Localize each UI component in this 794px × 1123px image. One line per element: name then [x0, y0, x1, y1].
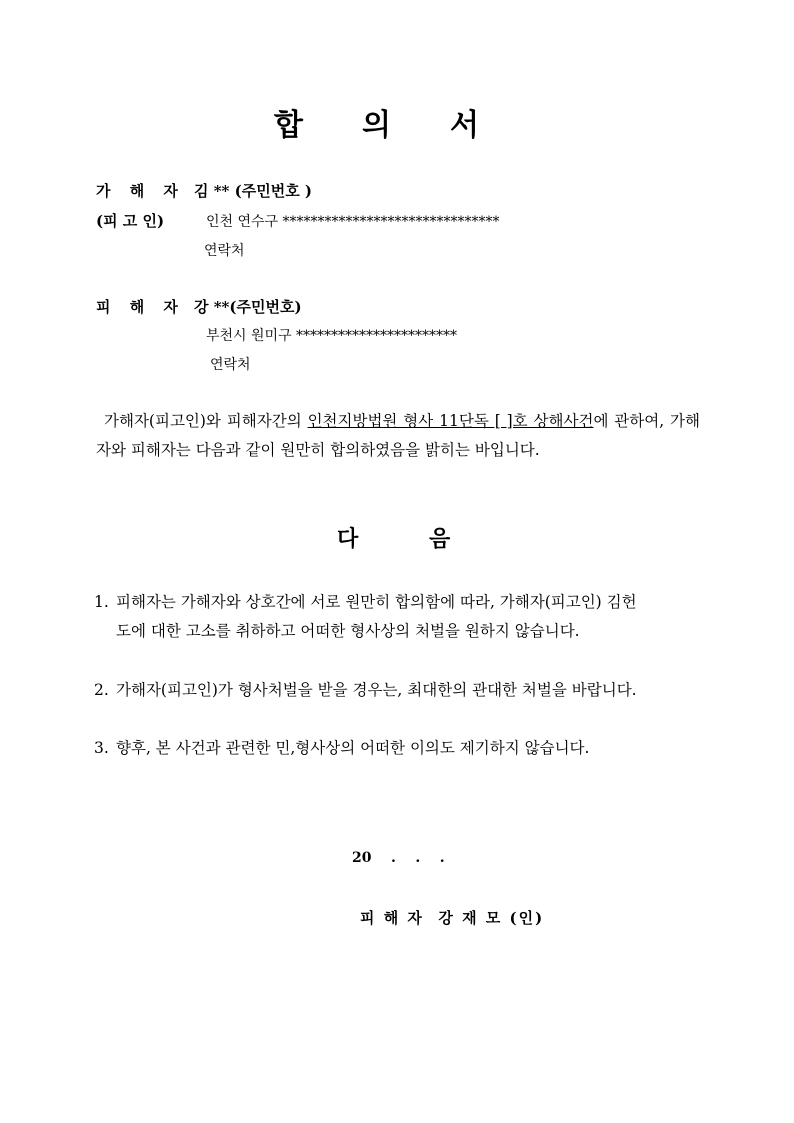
intro-rest: 에 관하여, 가해자와 피해자는 다음과 같이 원만히 합의하였음을 밝히는 바입니다.	[96, 412, 700, 459]
section-heading-char-1: 다	[337, 526, 359, 552]
list-item	[94, 588, 704, 646]
intro-lead: 가해자(피고인)와 피해자간의	[104, 412, 308, 430]
title-char-3: 서	[450, 108, 479, 143]
item-text-continued: 도에 대한 고소를 취하하고 어떠한 형사상의 처벌을 원하지 않습니다.	[116, 622, 580, 640]
item-number: 2.	[94, 681, 109, 699]
document-title	[274, 100, 538, 144]
intro-paragraph	[96, 407, 700, 465]
item-text: 가해자(피고인)가 형사처벌을 받을 경우는, 최대한의 관대한 처벌을 바랍니다.	[116, 681, 637, 699]
section-heading	[337, 522, 521, 553]
offender-name: 김 ** (주민번호 )	[194, 182, 312, 200]
item-text: 향후, 본 사건과 관련한 민,형사상의 어떠한 이의도 제기하지 않습니다.	[116, 739, 590, 757]
victim-contact: 연락처	[210, 357, 251, 373]
date-line: 20 . . .	[352, 850, 445, 866]
victim-name: 강 **(주민번호)	[194, 298, 302, 316]
item-text: 피해자는 가해자와 상호간에 서로 원만히 합의함에 따라, 가해자(피고인) 김헌	[116, 593, 637, 611]
title-char-1: 합	[274, 108, 303, 143]
list-item	[94, 734, 704, 763]
offender-heading: 가 해 자	[96, 182, 185, 200]
title-char-2: 의	[362, 108, 391, 143]
victim-address: 부천시 원미구 ***********************	[206, 328, 458, 344]
case-reference: 인천지방법원 형사 11단독 [ ]호 상해사건	[307, 412, 594, 430]
signature-line: 피 해 자 강 재 모 (인)	[360, 909, 545, 927]
offender-contact: 연락처	[204, 243, 245, 259]
item-number: 1.	[94, 593, 109, 611]
victim-heading: 피 해 자	[96, 298, 185, 316]
item-number: 3.	[94, 739, 109, 757]
offender-role: (피 고 인)	[96, 212, 165, 230]
list-item	[94, 676, 704, 705]
offender-address: 인천 연수구 *******************************	[206, 214, 500, 230]
section-heading-char-2: 음	[429, 526, 451, 552]
